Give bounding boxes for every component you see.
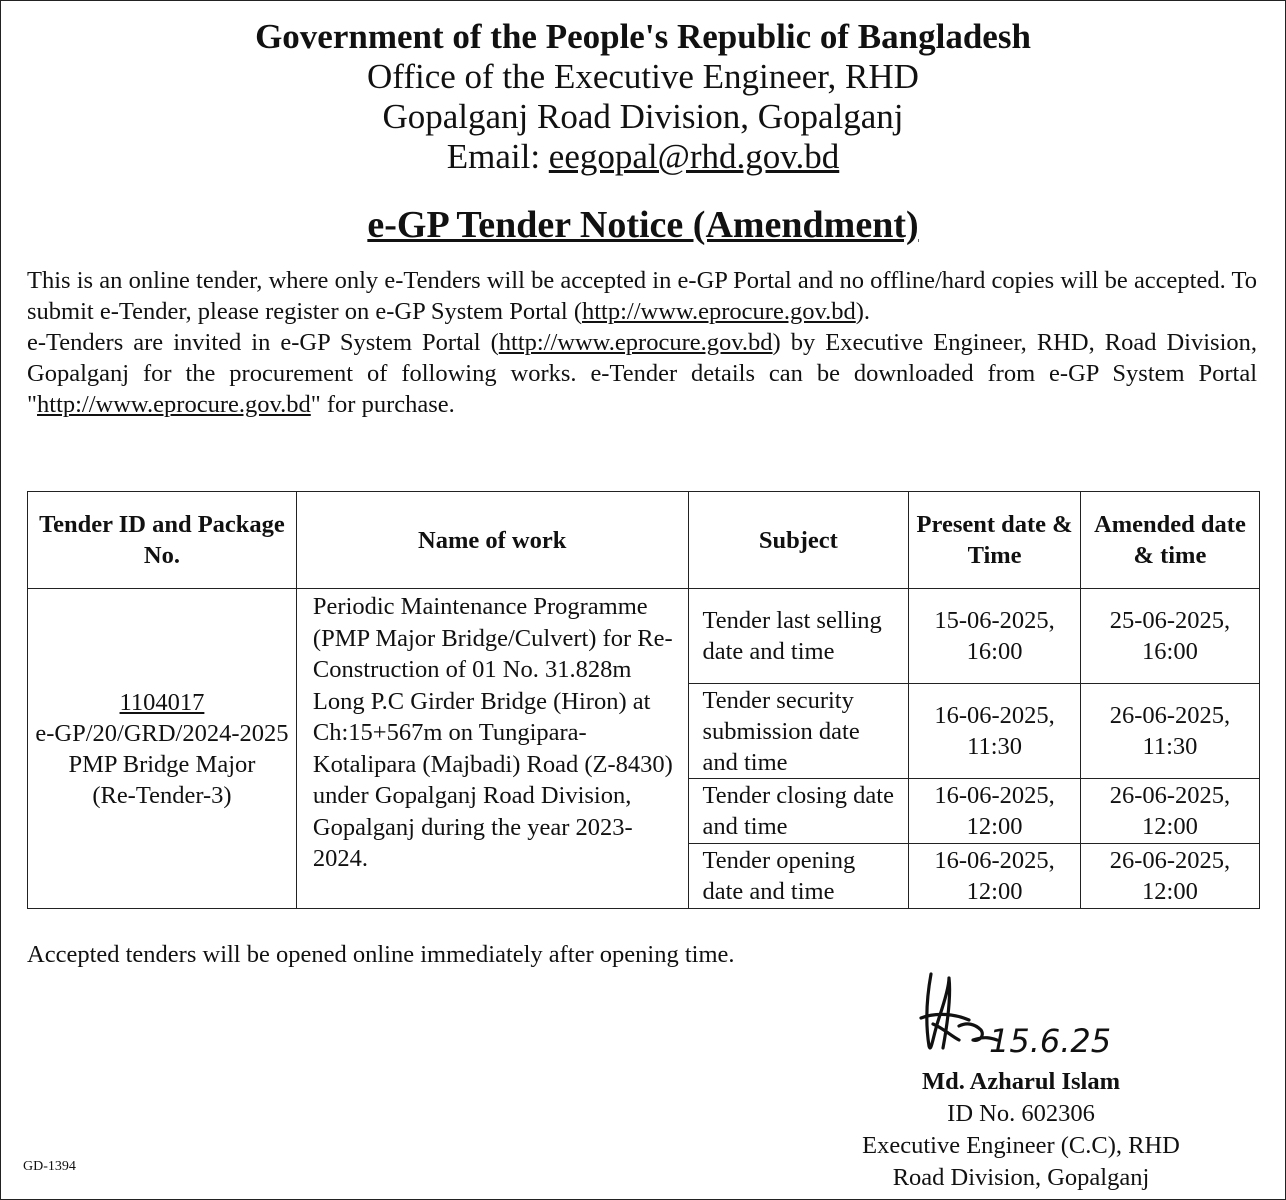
present-date: 16-06-2025,	[934, 702, 1055, 729]
subject-cell: Tender security submission date and time	[688, 684, 909, 779]
signer-designation: Executive Engineer (C.C), RHD	[862, 1132, 1180, 1159]
signer-name: Md. Azharul Islam	[921, 1068, 1121, 1095]
amended-time: 12:00	[1142, 878, 1198, 905]
amended-date: 25-06-2025,	[1109, 607, 1231, 634]
amended-datetime-cell	[1080, 589, 1259, 684]
office-name: Office of the Executive Engineer, RHD	[367, 57, 919, 96]
intro-p2-end: " for purchase.	[310, 391, 455, 418]
package-name: PMP Bridge Major	[68, 750, 256, 778]
email-label: Email:	[446, 137, 549, 176]
government-heading: Government of the People's Republic of Bangladesh	[255, 17, 1031, 56]
tender-id-cell	[28, 589, 297, 909]
present-datetime-cell	[909, 844, 1081, 909]
intro-paragraph-2	[27, 327, 1257, 420]
amended-datetime-cell	[1080, 844, 1259, 909]
amended-date: 26-06-2025,	[1109, 782, 1231, 809]
subject-cell: Tender last selling date and time	[688, 589, 909, 684]
header-amended-date: Amended date & time	[1080, 492, 1259, 589]
tender-id: 1104017	[119, 688, 205, 716]
signer-office: Road Division, Gopalganj	[892, 1164, 1150, 1191]
intro-p1-end: ).	[855, 298, 871, 325]
letterhead	[1, 17, 1285, 177]
signature-date: 15.6.25	[989, 1022, 1112, 1060]
present-date: 15-06-2025,	[934, 607, 1055, 634]
present-time: 16:00	[966, 638, 1023, 665]
intro-paragraph-1	[27, 265, 1257, 327]
present-datetime-cell	[909, 589, 1081, 684]
subject-cell: Tender closing date and time	[688, 779, 909, 844]
table-row	[28, 589, 1260, 684]
amended-time: 12:00	[1142, 813, 1198, 840]
present-datetime-cell	[909, 779, 1081, 844]
footer-note: Accepted tenders will be opened online immediately after opening time.	[27, 941, 735, 968]
eprocure-link[interactable]: http://www.eprocure.gov.bd	[498, 329, 773, 356]
intro-p2-text: e-Tenders are invited in e-GP System Portal (	[27, 329, 499, 356]
present-date: 16-06-2025,	[934, 782, 1055, 809]
signer-block	[821, 1066, 1221, 1194]
email-line	[1, 137, 1285, 177]
signature-image	[919, 966, 1149, 1066]
subject-cell: Tender opening date and time	[688, 844, 909, 909]
amended-date: 26-06-2025,	[1109, 702, 1231, 729]
division-name: Gopalganj Road Division, Gopalganj	[382, 97, 904, 136]
notice-title: e-GP Tender Notice (Amendment)	[367, 204, 919, 246]
amended-time: 16:00	[1142, 638, 1198, 665]
signer-id: ID No. 602306	[947, 1100, 1095, 1127]
package-no: e-GP/20/GRD/2024-2025	[35, 719, 289, 747]
present-time: 12:00	[966, 813, 1023, 840]
eprocure-link[interactable]: http://www.eprocure.gov.bd	[582, 298, 856, 325]
intro-text	[27, 265, 1257, 420]
header-subject: Subject	[688, 492, 909, 589]
retender-label: (Re-Tender-3)	[92, 781, 232, 809]
header-present-date: Present date & Time	[909, 492, 1081, 589]
header-name-of-work: Name of work	[296, 492, 688, 589]
tender-table	[27, 491, 1260, 909]
present-datetime-cell	[909, 684, 1081, 779]
header-tender-id: Tender ID and Package No.	[28, 492, 297, 589]
present-date: 16-06-2025,	[934, 847, 1055, 874]
eprocure-link[interactable]: http://www.eprocure.gov.bd	[37, 391, 311, 418]
amended-date: 26-06-2025,	[1109, 847, 1231, 874]
amended-datetime-cell	[1080, 684, 1259, 779]
amended-time: 11:30	[1142, 733, 1198, 760]
table-header-row	[28, 492, 1260, 589]
present-time: 11:30	[967, 733, 1023, 760]
intro-p2-text-mid: ) by Executive Engineer, RHD, Road Division, Gopalganj for the procurement of following works. e-Tender details can be downloaded from e-GP System Portal "	[27, 329, 1258, 418]
intro-p1-text: This is an online tender, where only e-Tenders will be accepted in e-GP Portal and no offline/hard copies will be accepted. To submit e-Tender, please register on e-GP System Portal (	[27, 267, 1257, 325]
document-code: GD-1394	[23, 1159, 76, 1174]
email-link[interactable]: eegopal@rhd.gov.bd	[548, 137, 840, 176]
amended-datetime-cell	[1080, 779, 1259, 844]
present-time: 12:00	[966, 878, 1023, 905]
name-of-work-cell: Periodic Maintenance Programme (PMP Major Bridge/Culvert) for Re-Construction of 01 No. 31.828m Long P.C Girder Bridge (Hiron) at Ch:15+567m on Tungipara-Kotalipara (Majbadi) Road (Z-8430) under Gopalganj Road Division, Gopalganj during the year 2023-2024.	[296, 589, 688, 909]
